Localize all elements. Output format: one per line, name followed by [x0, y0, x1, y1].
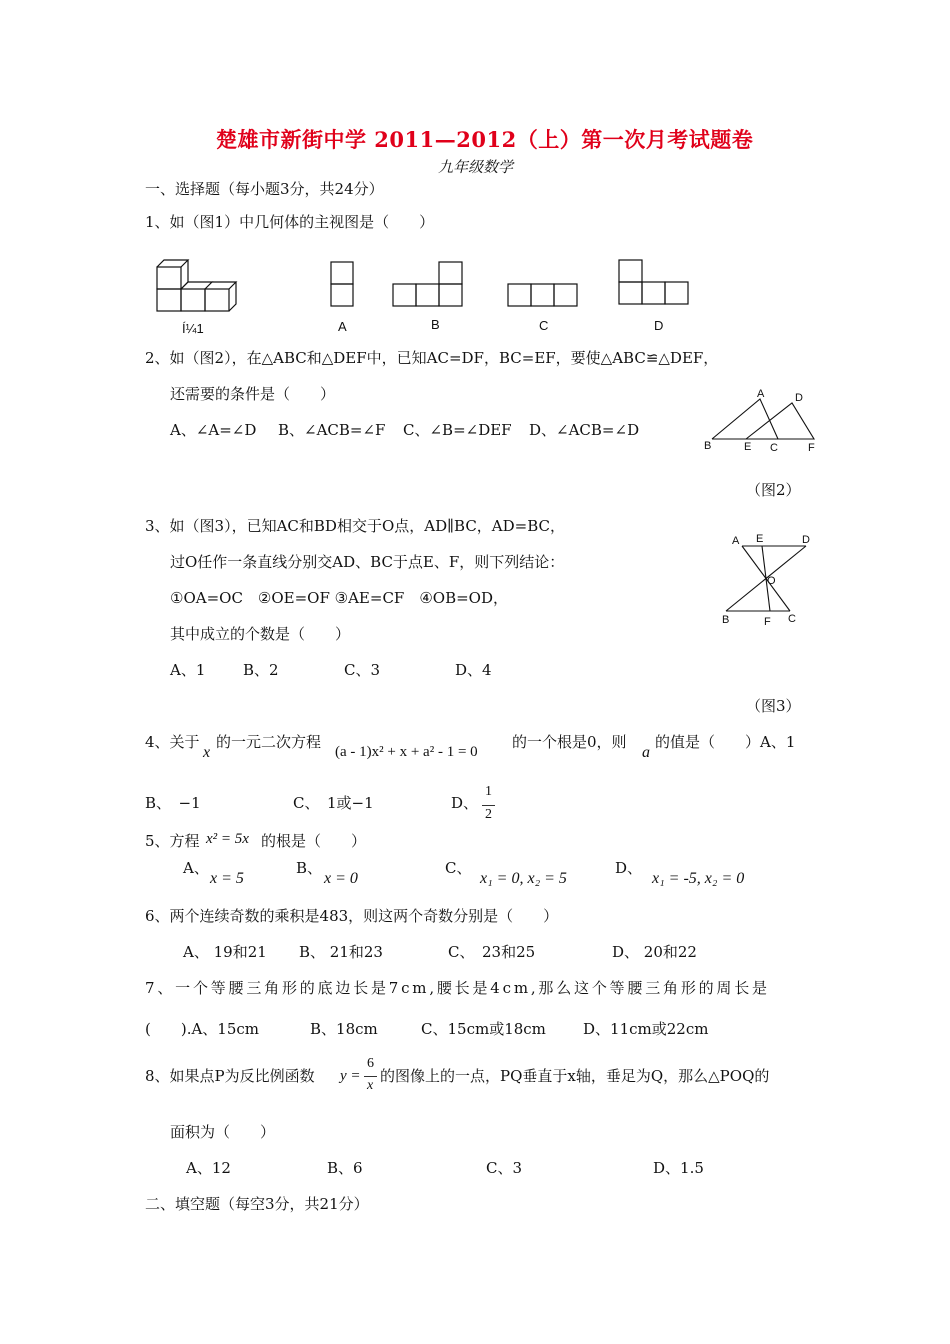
- q4-option-d: D、: [451, 794, 479, 812]
- q3-line1: 3、如（图3），已知AC和BD相交于O点，AD∥BC，AD=BC，: [145, 517, 566, 535]
- q1-figure-label: Í¼1: [182, 321, 204, 336]
- q7-option-b: B、18cm: [310, 1020, 378, 1038]
- q7-option-d: D、11cm或22cm: [583, 1020, 709, 1038]
- q5-option-c-label: C、: [445, 859, 472, 877]
- q4-after-text: 的一个根是0，则: [512, 733, 627, 751]
- q3-line4: 其中成立的个数是（ ）: [170, 625, 351, 643]
- q5-option-c-value: x₁ = 0, x₂ = 5: [480, 870, 567, 887]
- q2-option-c: C、∠B=∠DEF: [403, 421, 512, 439]
- q8-suffix: 的图像上的一点，PQ垂直于x轴，垂足为Q，那么△POQ的: [380, 1067, 770, 1085]
- q3-point-d: D: [802, 534, 810, 546]
- q6-option-a: A、 19和21: [183, 943, 267, 961]
- q5-option-a-value: x = 5: [210, 870, 244, 887]
- q2-point-c: C: [770, 442, 778, 454]
- q4-prefix: 4、关于: [145, 733, 200, 751]
- q2-point-a: A: [757, 388, 765, 400]
- q4-var-x: x: [203, 744, 211, 761]
- q3-point-f: F: [764, 616, 771, 628]
- q2-figure-caption: （图2）: [746, 481, 801, 499]
- q3-parallelogram-figure: [720, 528, 820, 628]
- q8-function-y: y =: [340, 1068, 361, 1084]
- q2-option-b: B、∠ACB=∠F: [278, 421, 386, 439]
- q8-option-a: A、12: [186, 1159, 231, 1177]
- q3-point-c: C: [788, 613, 796, 625]
- q4-mid-text: 的一元二次方程: [216, 733, 322, 751]
- q8-line2: 面积为（ ）: [170, 1123, 276, 1141]
- q3-line3: ①OA=OC ②OE=OF ③AE=CF ④OB=OD，: [170, 589, 508, 607]
- q1-option-a-view: [328, 260, 358, 310]
- q3-option-a: A、1: [170, 661, 206, 679]
- q2-option-d: D、∠ACB=∠D: [529, 421, 640, 439]
- q2-point-f: F: [808, 442, 815, 454]
- q1-option-c-view: [507, 282, 581, 310]
- section1-heading: 一、选择题（每小题3分，共24分）: [145, 180, 384, 198]
- q4-var-a: a: [642, 744, 650, 761]
- q7-option-c: C、15cm或18cm: [421, 1020, 546, 1038]
- q1-solid-figure: [150, 255, 240, 315]
- section2-heading: 二、填空题（每空3分，共21分）: [145, 1195, 369, 1213]
- q5-equation: x² = 5x: [206, 831, 249, 847]
- q3-option-d: D、4: [455, 661, 492, 679]
- q3-point-o: O: [767, 575, 776, 587]
- q3-point-a: A: [732, 535, 740, 547]
- q5-option-d-label: D、: [615, 859, 643, 877]
- q3-option-c: C、3: [344, 661, 381, 679]
- q4-fraction-bar: [482, 805, 495, 806]
- q3-option-b: B、2: [243, 661, 279, 679]
- q8-fraction-bar: [364, 1076, 377, 1077]
- q8-option-d: D、1.5: [653, 1159, 704, 1177]
- q5-prefix: 5、方程: [145, 832, 200, 850]
- q3-line2: 过O任作一条直线分别交AD、BC于点E、F，则下列结论：: [170, 553, 565, 571]
- q6-option-c: C、 23和25: [448, 943, 536, 961]
- q3-figure-caption: （图3）: [746, 697, 801, 715]
- q1-option-b-label: B: [431, 317, 440, 332]
- q5-option-b-label: B、: [296, 859, 323, 877]
- q1-option-a-label: A: [338, 319, 347, 334]
- q1-option-c-label: C: [539, 318, 549, 333]
- page-title: 楚雄市新街中学 2011—2012（上）第一次月考试题卷: [216, 127, 754, 152]
- q2-triangle-figure: [700, 385, 825, 457]
- q3-point-e: E: [756, 533, 764, 545]
- q4-equation: (a - 1)x² + x + a² - 1 = 0: [335, 744, 478, 760]
- q2-option-a: A、∠A=∠D: [170, 421, 257, 439]
- q2-line2: 还需要的条件是（ ）: [170, 385, 336, 403]
- q7-line2-start: ( ).A、15cm: [145, 1020, 260, 1038]
- q6-option-b: B、 21和23: [299, 943, 383, 961]
- q1-option-d-label: D: [654, 318, 664, 333]
- q1-option-b-view: [392, 260, 466, 310]
- q4-tail: 的值是（ ）A、1: [655, 733, 796, 751]
- q2-point-b: B: [704, 440, 712, 452]
- page-subtitle: 九年级数学: [438, 158, 514, 176]
- q3-point-b: B: [722, 614, 730, 626]
- q7-line1: 7、一个等腰三角形的底边长是7cm,腰长是4cm,那么这个等腰三角形的周长是: [145, 979, 770, 997]
- q1-option-d-view: [618, 258, 692, 308]
- q6-option-d: D、 20和22: [612, 943, 697, 961]
- q8-option-b: B、6: [327, 1159, 363, 1177]
- q1-stem: 1、如（图1）中几何体的主视图是（ ）: [145, 213, 435, 231]
- q2-point-e: E: [744, 441, 752, 453]
- q2-point-d: D: [795, 392, 803, 404]
- q8-prefix: 8、如果点P为反比例函数: [145, 1067, 315, 1085]
- q5-suffix: 的根是（ ）: [261, 832, 367, 850]
- q5-option-b-value: x = 0: [324, 870, 358, 887]
- q8-fraction-numerator: 6: [367, 1056, 374, 1071]
- q5-option-a-label: A、: [183, 859, 209, 877]
- q4-fraction-numerator: 1: [485, 784, 492, 799]
- q5-option-d-value: x₁ = -5, x₂ = 0: [652, 870, 745, 887]
- q4-option-c: C、 1或−1: [293, 794, 374, 812]
- q8-option-c: C、3: [486, 1159, 523, 1177]
- q8-fraction-denominator: x: [367, 1078, 374, 1093]
- q4-option-b: B、 −1: [145, 794, 201, 812]
- q2-line1: 2、如（图2），在△ABC和△DEF中，已知AC=DF，BC=EF，要使△ABC≌△DEF，: [145, 349, 719, 367]
- q4-fraction-denominator: 2: [485, 807, 492, 822]
- q6-stem: 6、两个连续奇数的乘积是483，则这两个奇数分别是（ ）: [145, 907, 559, 925]
